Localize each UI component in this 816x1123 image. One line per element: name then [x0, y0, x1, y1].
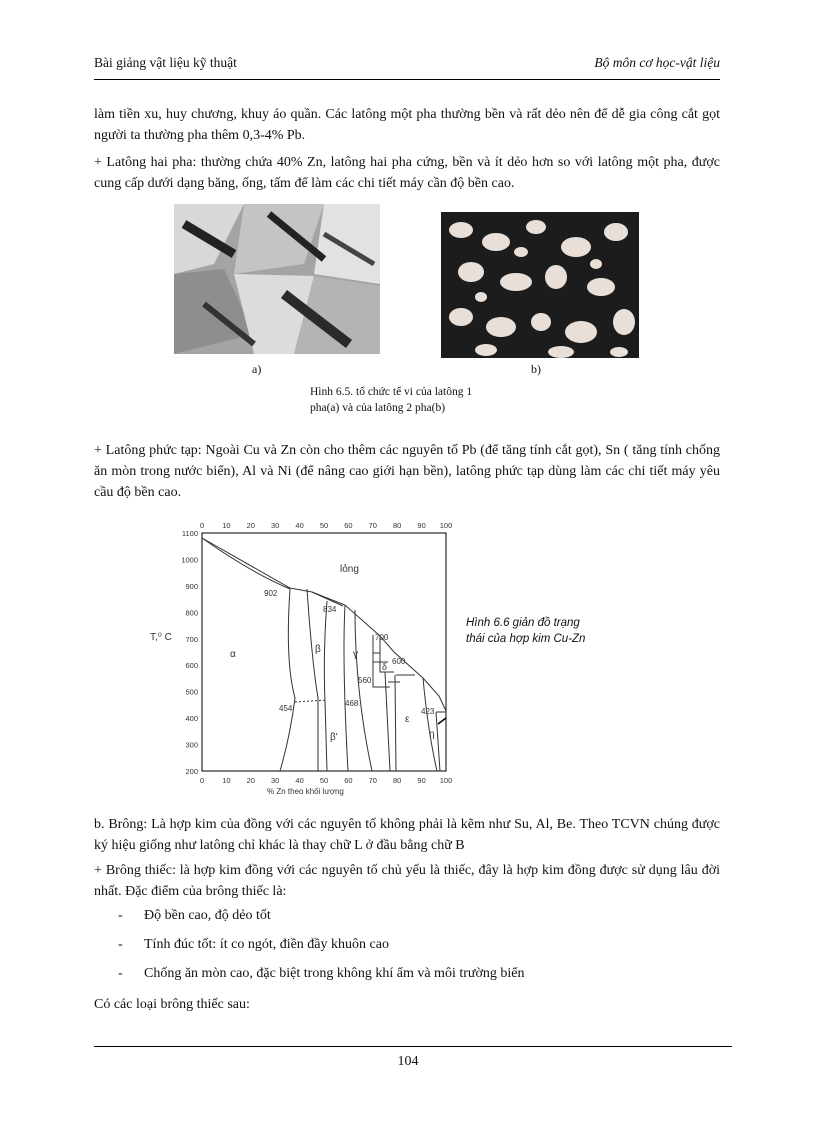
temp-label-834: 834 [323, 605, 337, 614]
figure-6-6-caption-line1: Hình 6.6 giản đồ trạng [466, 617, 580, 629]
temp-label-902: 902 [264, 589, 278, 598]
region-epsilon-label: ε [405, 714, 410, 725]
region-beta-label: β [315, 644, 321, 655]
x-tick-label-top: 60 [344, 521, 353, 530]
phase-diagram-svg [140, 512, 460, 802]
x-tick-label-bottom: 20 [246, 776, 255, 785]
temp-label-700: 700 [375, 633, 389, 642]
x-axis-label: % Zn theo khối lượng [267, 787, 344, 796]
bullet-item [118, 966, 524, 982]
x-tick-label-top: 50 [319, 521, 329, 530]
temp-label-423: 423 [421, 707, 435, 716]
figure-6-5-caption-line2: pha(a) và của latông 2 pha(b) [310, 402, 446, 414]
y-tick-label: 600 [185, 661, 198, 671]
x-tick-label-top: 10 [222, 521, 231, 530]
x-tick-label-bottom: 0 [199, 776, 205, 785]
region-liquid-label: lỏng [340, 564, 359, 575]
x-tick-label-bottom: 40 [295, 776, 304, 785]
y-tick-label: 200 [185, 767, 198, 776]
x-tick-label-top: 40 [295, 521, 304, 530]
x-tick-label-top: 80 [393, 521, 402, 530]
x-tick-label-bottom: 100 [439, 776, 453, 785]
region-delta-label: δ [382, 662, 388, 672]
x-tick-label-bottom: 80 [393, 776, 402, 785]
y-axis-label: T,⁰ C [150, 632, 172, 643]
bullet-dash: - [118, 966, 123, 981]
page-header [94, 53, 720, 80]
x-tick-label-top: 70 [368, 521, 377, 530]
y-tick-label: 500 [185, 687, 198, 697]
x-tick-label-top: 30 [271, 521, 280, 530]
bullet-item [118, 937, 389, 953]
header-course-title: Bài giảng vật liệu kỹ thuật [94, 55, 237, 70]
temp-label-468: 468 [345, 699, 359, 708]
bullet-text: Tính đúc tốt: ít co ngót, điền đầy khuôn cao [144, 937, 389, 952]
micrograph-two-phase [441, 212, 639, 358]
figure-6-6-caption [466, 615, 585, 647]
region-gamma-label: γ [353, 649, 358, 660]
figure-6-5-caption-line1: Hình 6.5. tổ chức tế vi của latông 1 [310, 386, 473, 398]
footer-rule [94, 1046, 732, 1047]
cu-zn-phase-diagram [140, 512, 460, 802]
micrograph-single-phase [174, 204, 380, 354]
x-tick-label-bottom: 70 [368, 776, 377, 785]
page-number: 104 [397, 1054, 419, 1069]
y-tick-label: 300 [185, 740, 198, 750]
bullet-text: Độ bền cao, độ dẻo tốt [144, 908, 271, 923]
header-department: Bộ môn cơ học-vật liệu [594, 55, 720, 70]
region-beta-prime-label: β' [330, 732, 338, 743]
y-tick-label: 800 [185, 608, 198, 618]
paragraph-4: b. Brông: Là hợp kim của đồng với các nguyên tố không phải là kẽm như Su, Al, Be. Theo TCVN chúng được ký hiệu giống như latông chỉ khác là thay chữ L ở đầu bằng chữ B [94, 817, 720, 853]
paragraph-6: Có các loại brông thiếc sau: [94, 997, 250, 1012]
paragraph-3: + Latông phức tạp: Ngoài Cu và Zn còn cho thêm các nguyên tố Pb (để tăng tính cắt gọt), Sn ( tăng tính chống ăn mòn trong nước biển), Al và Ni (để nâng cao giới hạn bền), latông phức tạp dùng làm các chi tiết máy yêu cầu độ bền cao. [94, 443, 720, 500]
micrograph-a-label: a) [252, 362, 262, 376]
y-tick-label: 700 [185, 634, 198, 644]
region-alpha-label: α [230, 649, 236, 660]
temp-label-560: 560 [358, 676, 372, 685]
micrograph-b-label: b) [531, 362, 541, 376]
bullet-dash: - [118, 908, 123, 923]
figure-6-5-caption [310, 384, 472, 416]
x-tick-label-top: 90 [417, 521, 426, 530]
bullet-dash: - [118, 937, 123, 952]
y-tick-label: 900 [185, 581, 198, 591]
paragraph-2: + Latông hai pha: thường chứa 40% Zn, latông hai pha cứng, bền và ít dẻo hơn so với latông một pha, được cung cấp dưới dạng băng, ống, tấm để làm các chi tiết máy cần độ bền cao. [94, 155, 720, 191]
x-tick-label-bottom: 90 [417, 776, 426, 785]
x-tick-label-bottom: 10 [222, 776, 231, 785]
x-tick-label-top: 100 [439, 521, 453, 530]
y-tick-label: 1000 [181, 555, 198, 565]
region-eta-label: η [429, 729, 435, 740]
bullet-text: Chống ăn mòn cao, đặc biệt trong không khí ẩm và môi trường biển [144, 966, 525, 981]
x-tick-label-bottom: 50 [319, 776, 329, 785]
bullet-item [118, 908, 271, 924]
paragraph-1: làm tiền xu, huy chương, khuy áo quần. Các latông một pha thường bền và rất dẻo nên để dễ gia công cắt gọt người ta thường pha thêm 0,3-4% Pb. [94, 107, 720, 143]
x-tick-label-bottom: 30 [271, 776, 280, 785]
temp-label-600: 600 [392, 657, 406, 666]
x-tick-label-bottom: 60 [344, 776, 353, 785]
paragraph-5: + Brông thiếc: là hợp kim đồng với các nguyên tố chủ yếu là thiếc, đây là hợp kim đồng được sử dụng lâu đời nhất. Đặc điểm của brông thiếc là: [94, 863, 720, 899]
x-tick-label-top: 0 [199, 521, 205, 530]
temp-label-454: 454 [279, 704, 293, 713]
x-tick-label-top: 20 [246, 521, 255, 530]
y-tick-label: 400 [185, 714, 198, 724]
figure-6-6-caption-line2: thái của hợp kim Cu-Zn [466, 633, 586, 645]
y-tick-label: 1100 [181, 529, 198, 538]
